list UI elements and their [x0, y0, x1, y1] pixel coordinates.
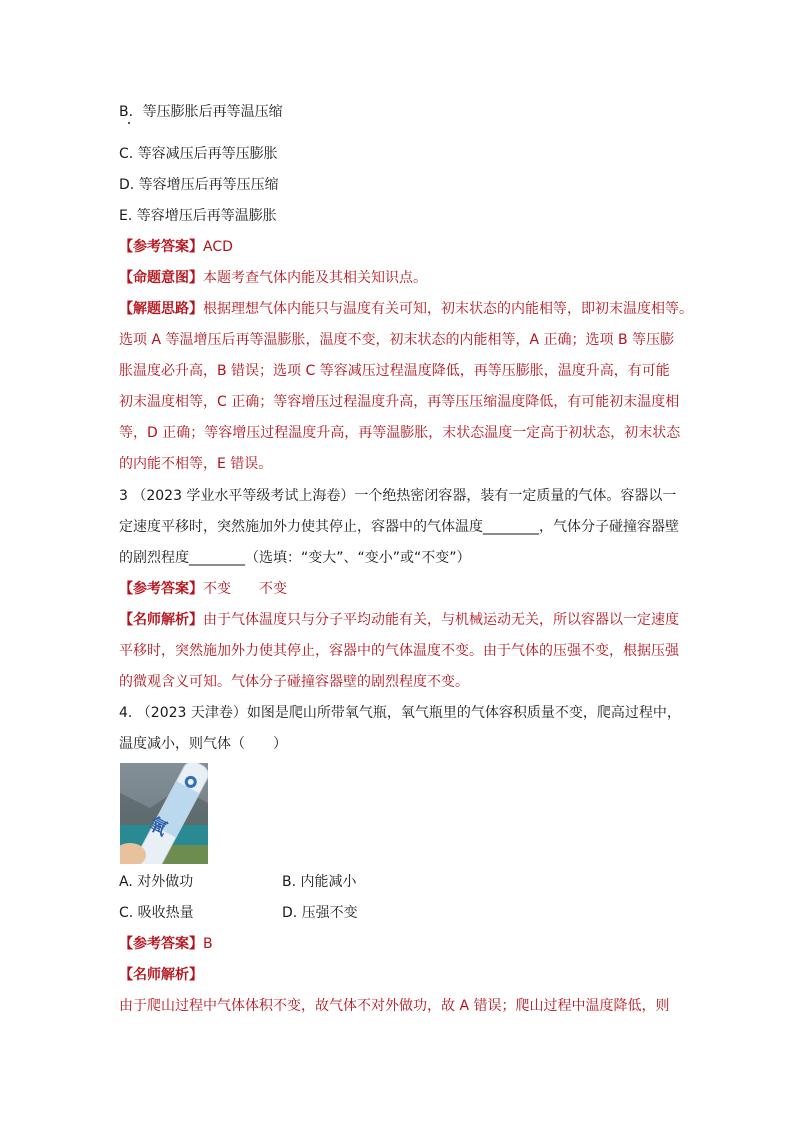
q4-option-d: D. 压强不变: [282, 905, 358, 921]
option-c: C. 等容减压后再等压膨胀: [119, 146, 278, 162]
q3-answer: [119, 579, 287, 599]
q3-analysis-line-1: [119, 610, 679, 630]
q3-analysis-line-3: 的微观含义可知。气体分子碰撞容器壁的剧烈程度不变。: [119, 674, 469, 690]
analysis-text: 由于气体温度只与分子平均动能有关，与机械运动无关，所以容器以一定速度: [203, 612, 679, 628]
answer-value: B: [203, 936, 213, 952]
answer-label: 【参考答案】: [119, 239, 203, 255]
oxygen-bottle-photo: [120, 763, 208, 864]
analysis-label: 【名师解析】: [119, 612, 203, 628]
q4-stem-line-2: 温度减小，则气体（ ）: [119, 736, 287, 752]
q3-stem-line-2: 定速度平移时，突然施加外力使其停止，容器中的气体温度________，气体分子碰撞容器壁: [119, 519, 679, 535]
intent-text: 本题考查气体内能及其相关知识点。: [203, 270, 427, 286]
q2-idea-line-1: [119, 299, 693, 319]
bottle-label: 氧: [145, 813, 171, 841]
idea-text: 根据理想气体内能只与温度有关可知，初末状态的内能相等，即初末温度相等。: [203, 301, 693, 317]
q2-idea-line-5: 等，D 正确；等容增压过程温度升高，再等温膨胀，末状态温度一定高于初状态，初末状态: [119, 425, 681, 441]
stray-dot: [128, 122, 130, 124]
idea-label: 【解题思路】: [119, 301, 203, 317]
option-b: B．等压膨胀后再等温压缩: [119, 104, 283, 120]
q4-option-a: A. 对外做功: [119, 874, 194, 890]
q4-option-c: C. 吸收热量: [119, 905, 194, 921]
q2-idea-line-2: 选项 A 等温增压后再等温膨胀，温度不变，初末状态的内能相等，A 正确；选项 B 等压膨: [119, 332, 675, 348]
intent-label: 【命题意图】: [119, 270, 203, 286]
q3-stem-line-1: 3 （2023 学业水平等级考试上海卷）一个绝热密闭容器，装有一定质量的气体。容器以一: [119, 488, 677, 504]
q2-idea-line-6: 的内能不相等，E 错误。: [119, 456, 273, 472]
answer-label: 【参考答案】: [119, 936, 203, 952]
q4-stem-line-1: 4. （2023 天津卷）如图是爬山所带氧气瓶，氧气瓶里的气体容积质量不变，爬高过程中，: [119, 705, 681, 721]
q4-answer: [119, 934, 213, 954]
q2-idea-line-4: 初末温度相等，C 正确；等容增压过程温度升高，再等压压缩温度降低，有可能初末温度相: [119, 394, 680, 410]
q4-analysis-line-1: 由于爬山过程中气体体积不变，故气体不对外做功，故 A 错误；爬山过程中温度降低，则: [119, 998, 670, 1014]
oxygen-bottle-illustration: [120, 763, 208, 864]
q4-analysis-label: 【名师解析】: [119, 967, 203, 983]
q4-option-b: B. 内能减小: [282, 874, 357, 890]
q3-stem-line-3: 的剧烈程度________（选填：“变大”、“变小”或“不变”）: [119, 550, 471, 566]
answer-value: ACD: [203, 239, 233, 255]
q3-analysis-line-2: 平移时，突然施加外力使其停止，容器中的气体温度不变。由于气体的压强不变，根据压强: [119, 643, 679, 659]
answer-label: 【参考答案】: [119, 581, 203, 597]
q2-answer: [119, 237, 233, 257]
q2-idea-line-3: 胀温度必升高，B 错误；选项 C 等容减压过程温度降低，再等压膨胀，温度升高，有可能: [119, 363, 670, 379]
option-e: E. 等容增压后再等温膨胀: [119, 208, 277, 224]
q2-intent: [119, 268, 427, 288]
answer-value: 不变 不变: [203, 581, 287, 597]
option-d: D. 等容增压后再等压压缩: [119, 177, 279, 193]
